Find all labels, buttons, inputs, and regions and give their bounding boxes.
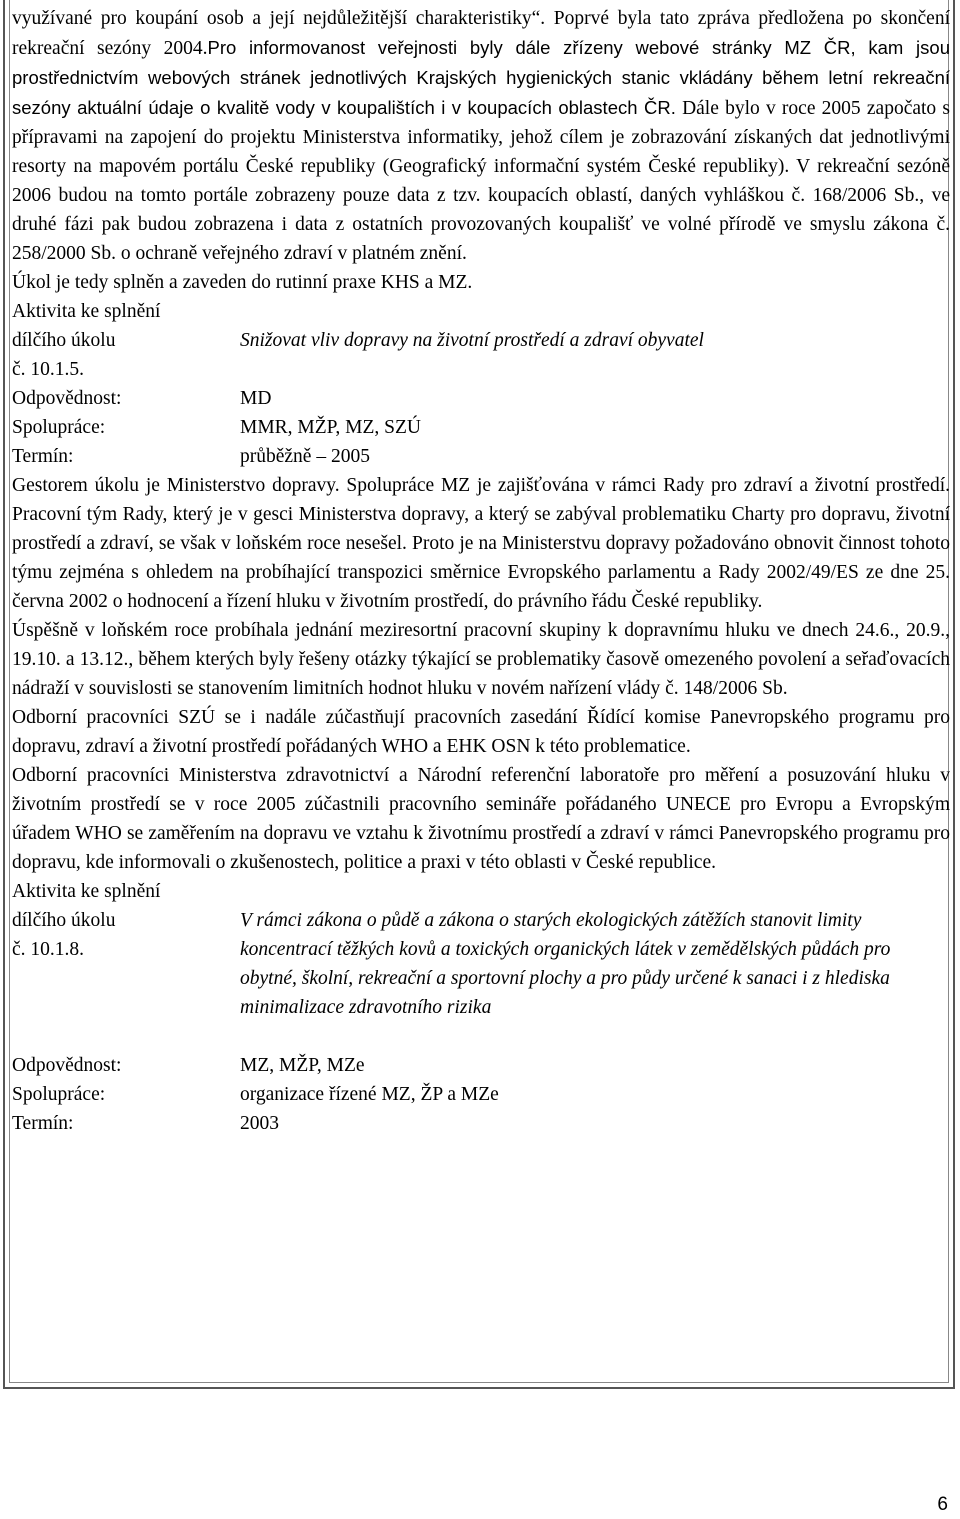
- activity-2-responsibility: [12, 1051, 950, 1080]
- page-number: 6: [937, 1494, 948, 1515]
- activity-1-paragraph-2: Úspěšně v loňském roce probíhala jednání meziresortní pracovní skupiny k dopravnímu hluku ve dnech 24.6., 20.9., 19.10. a 13.12., během kterých byly řešeny otázky týkající se problematiky časově omezeného povolení a seřaďovacích nádraží v souvislosti se stanovením limitních hodnot hluku v novém nařízení vlády č. 148/2006 Sb.: [12, 620, 950, 699]
- activity-1-label-line1: Aktivita ke splnění: [12, 301, 161, 322]
- activity-1-title: Snižovat vliv dopravy na životní prostředí a zdraví obyvatel: [240, 330, 704, 351]
- spacer: [12, 1022, 950, 1051]
- intro-conclusion: Úkol je tedy splněn a zaveden do rutinní praxe KHS a MZ.: [12, 272, 473, 293]
- activity-1-paragraph-4: Odborní pracovníci Ministerstva zdravotnictví a Národní referenční laboratoře pro měření a posuzování hluku v životním prostředí se v roce 2005 zúčastnili pracovního semináře pořádaného UNECE pro Evropu a Evropským úřadem WHO se zaměřením na dopravu ve vztahu k životnímu prostředí a zdraví v rámci Panevropského programu pro dopravu, kde informovali o zkušenostech, politice a praxi v této oblasti v České republice.: [12, 765, 950, 873]
- cooperation-value: MMR, MŽP, MZ, SZÚ: [240, 417, 421, 438]
- activity-2-label-line3: č. 10.1.8.: [12, 939, 85, 960]
- responsibility-label-2: Odpovědnost:: [12, 1055, 122, 1076]
- activity-2-term: [12, 1109, 950, 1138]
- activity-1-header: [12, 297, 950, 384]
- intro-text-3: Dále bylo v roce 2005 započato s přípravami na zapojení do projektu Ministerstva informatiky, jehož cílem je zobrazování získaných dat jednotlivými resorty na mapovém portálu České republiky (Geografický informační systém České republiky). V rekreační sezóně 2006 budou na tomto portále zobrazeny pouze data z tzv. koupacích oblastí, daných vyhláškou č. 168/2006 Sb., ve druhé fázi pak budou zobrazena i data z ostatních provozovaných koupališť ve volné přírodě ve smyslu zákona č. 258/2000 Sb. o ochraně veřejného zdraví v platném znění.: [12, 98, 950, 264]
- document-content: [12, 4, 950, 1138]
- responsibility-label: Odpovědnost:: [12, 388, 122, 409]
- activity-1-label-line3: č. 10.1.5.: [12, 359, 85, 380]
- term-label-2: Termín:: [12, 1113, 74, 1134]
- activity-1-paragraph-1: Gestorem úkolu je Ministerstvo dopravy. Spolupráce MZ je zajišťována v rámci Rady pro zdraví a životní prostředí. Pracovní tým Rady, který je v gesci Ministerstva dopravy, a který se zabýval problematiku Charty pro dopravu, životní prostředí a zdraví, se však v loňském roce nesešel. Proto je na Ministerstvu dopravy požadováno obnovit činnost tohoto týmu zejména s ohledem na probíhající transpozici směrnice Evropského parlamentu a Rady 2002/49/ES ze dne 25. června 2002 o hodnocení a řízení hluku v životním prostředí, do právního řádu České republiky.: [12, 475, 950, 612]
- activity-2-label: [12, 877, 240, 964]
- activity-2-title: V rámci zákona o půdě a zákona o starých ekologických zátěžích stanovit limity koncentrací těžkých kovů a toxických organických látek v zemědělských půdách pro obytné, školní, rekreační a sportovní plochy a pro půdy určené k sanaci i z hlediska minimalizace zdravotního rizika: [240, 910, 891, 1018]
- responsibility-value: MD: [240, 388, 272, 409]
- cooperation-label-2: Spolupráce:: [12, 1084, 106, 1105]
- intro-paragraph: [12, 4, 950, 268]
- cooperation-label: Spolupráce:: [12, 417, 106, 438]
- activity-1-label-line2: dílčího úkolu: [12, 330, 116, 351]
- term-value: průběžně – 2005: [240, 446, 370, 467]
- activity-2-cooperation: [12, 1080, 950, 1109]
- activity-2-label-line1: Aktivita ke splnění: [12, 881, 161, 902]
- activity-1-paragraph-3: Odborní pracovníci SZÚ se i nadále zúčastňují pracovních zasedání Řídící komise Panevropského programu pro dopravu, zdraví a životní prostředí pořádaných WHO a EHK OSN k této problematice.: [12, 707, 950, 757]
- activity-1-cooperation: [12, 413, 950, 442]
- cooperation-value-2: organizace řízené MZ, ŽP a MZe: [240, 1084, 499, 1105]
- activity-2-header: [12, 877, 950, 1022]
- activity-1-term: [12, 442, 950, 471]
- term-label: Termín:: [12, 446, 74, 467]
- activity-2-label-line2: dílčího úkolu: [12, 910, 116, 931]
- intro-text-1: využívané pro koupání osob a její nejdůležitější charakteristiky“. Poprvé byla tato zpráva předložena po skončení rekreační sezóny 2004.: [12, 8, 950, 59]
- activity-1-responsibility: [12, 384, 950, 413]
- intro-text-2: Pro informovanost veřejnosti byly dále zřízeny webové stránky MZ ČR, kam jsou prostřednictvím webových stránek jednotlivých Krajských hygienických stanic vkládány během letní rekreační sezóny aktuální údaje o kvalitě vody v koupalištích i v koupacích oblastech ČR.: [12, 37, 950, 118]
- responsibility-value-2: MZ, MŽP, MZe: [240, 1055, 365, 1076]
- term-value-2: 2003: [240, 1113, 279, 1134]
- activity-1-label: [12, 297, 240, 384]
